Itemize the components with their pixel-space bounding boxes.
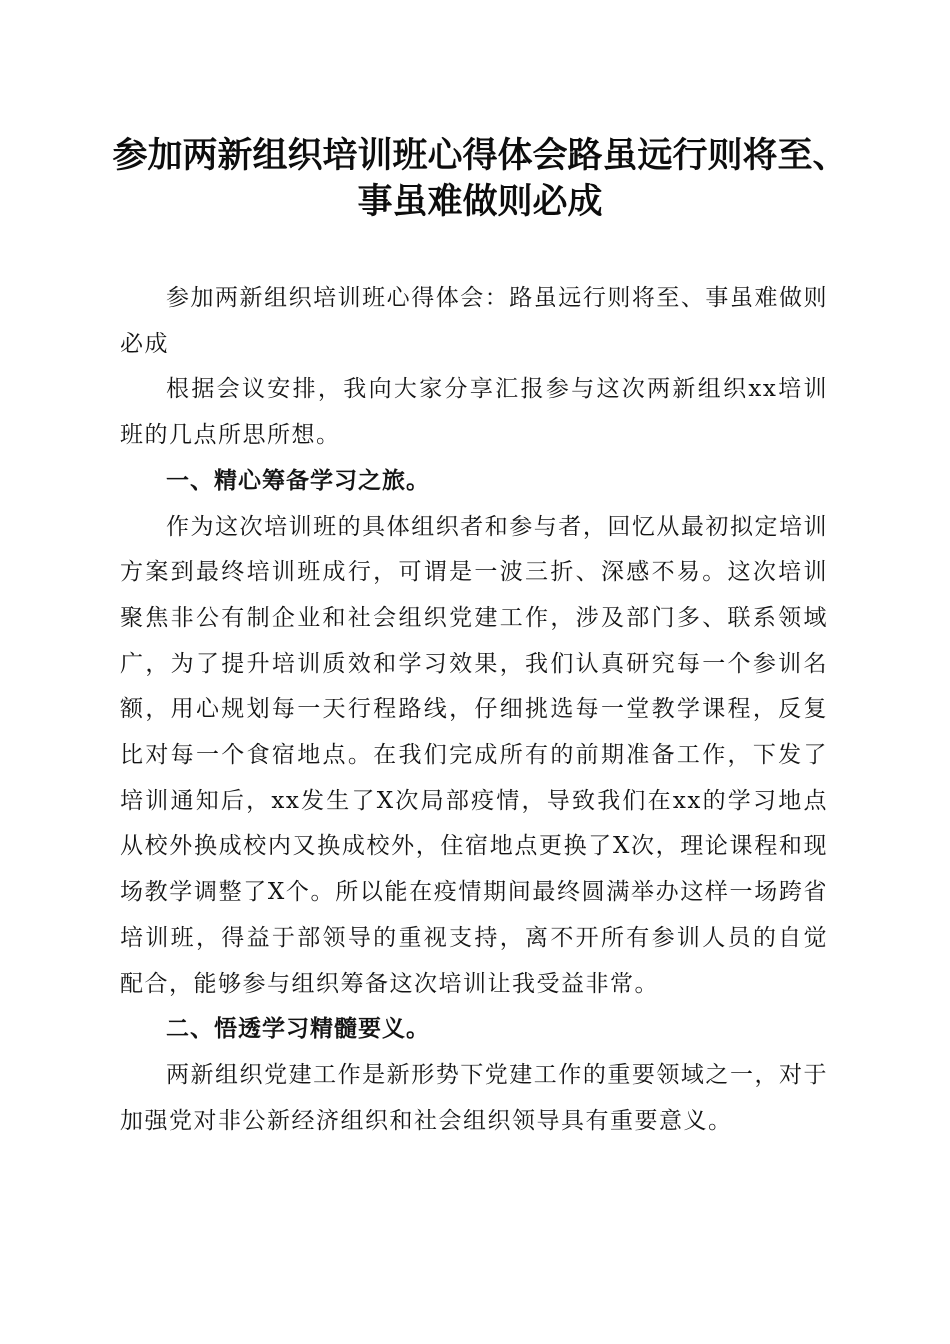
document-title-line-1: 参加两新组织培训班心得体会路虽远行则将至、	[112, 135, 848, 176]
document-body	[120, 276, 828, 1144]
section-heading-1: 一、精心筹备学习之旅。	[166, 467, 430, 494]
section-2-paragraph: 两新组织党建工作是新形势下党建工作的重要领域之一，对于加强党对非公新经济组织和社会组织领导具有重要意义。	[120, 1061, 828, 1134]
opening-paragraph: 根据会议安排，我向大家分享汇报参与这次两新组织xx培训班的几点所思所想。	[120, 376, 828, 449]
section-heading-2: 二、悟透学习精髓要义。	[166, 1016, 430, 1043]
intro-paragraph: 参加两新组织培训班心得体会：路虽远行则将至、事虽难做则必成	[120, 285, 828, 357]
section-1-paragraph: 作为这次培训班的具体组织者和参与者，回忆从最初拟定培训方案到最终培训班成行，可谓是一波三折、深感不易。这次培训聚焦非公有制企业和社会组织党建工作，涉及部门多、联系领域广，为了提升培训质效和学习效果，我们认真研究每一个参训名额，用心规划每一天行程路线，仔细挑选每一堂教学课程，反复比对每一个食宿地点。在我们完成所有的前期准备工作，下发了培训通知后，xx发生了X次局部疫情，导致我们在xx的学习地点从校外换成校内又换成校外，住宿地点更换了X次，理论课程和现场教学调整了X个。所以能在疫情期间最终圆满举办这样一场跨省培训班，得益于部领导的重视支持，离不开所有参训人员的自觉配合，能够参与组织筹备这次培训让我受益非常。	[120, 513, 828, 997]
document-title-line-2: 事虽难做则必成	[357, 181, 603, 222]
document-title	[100, 133, 860, 225]
